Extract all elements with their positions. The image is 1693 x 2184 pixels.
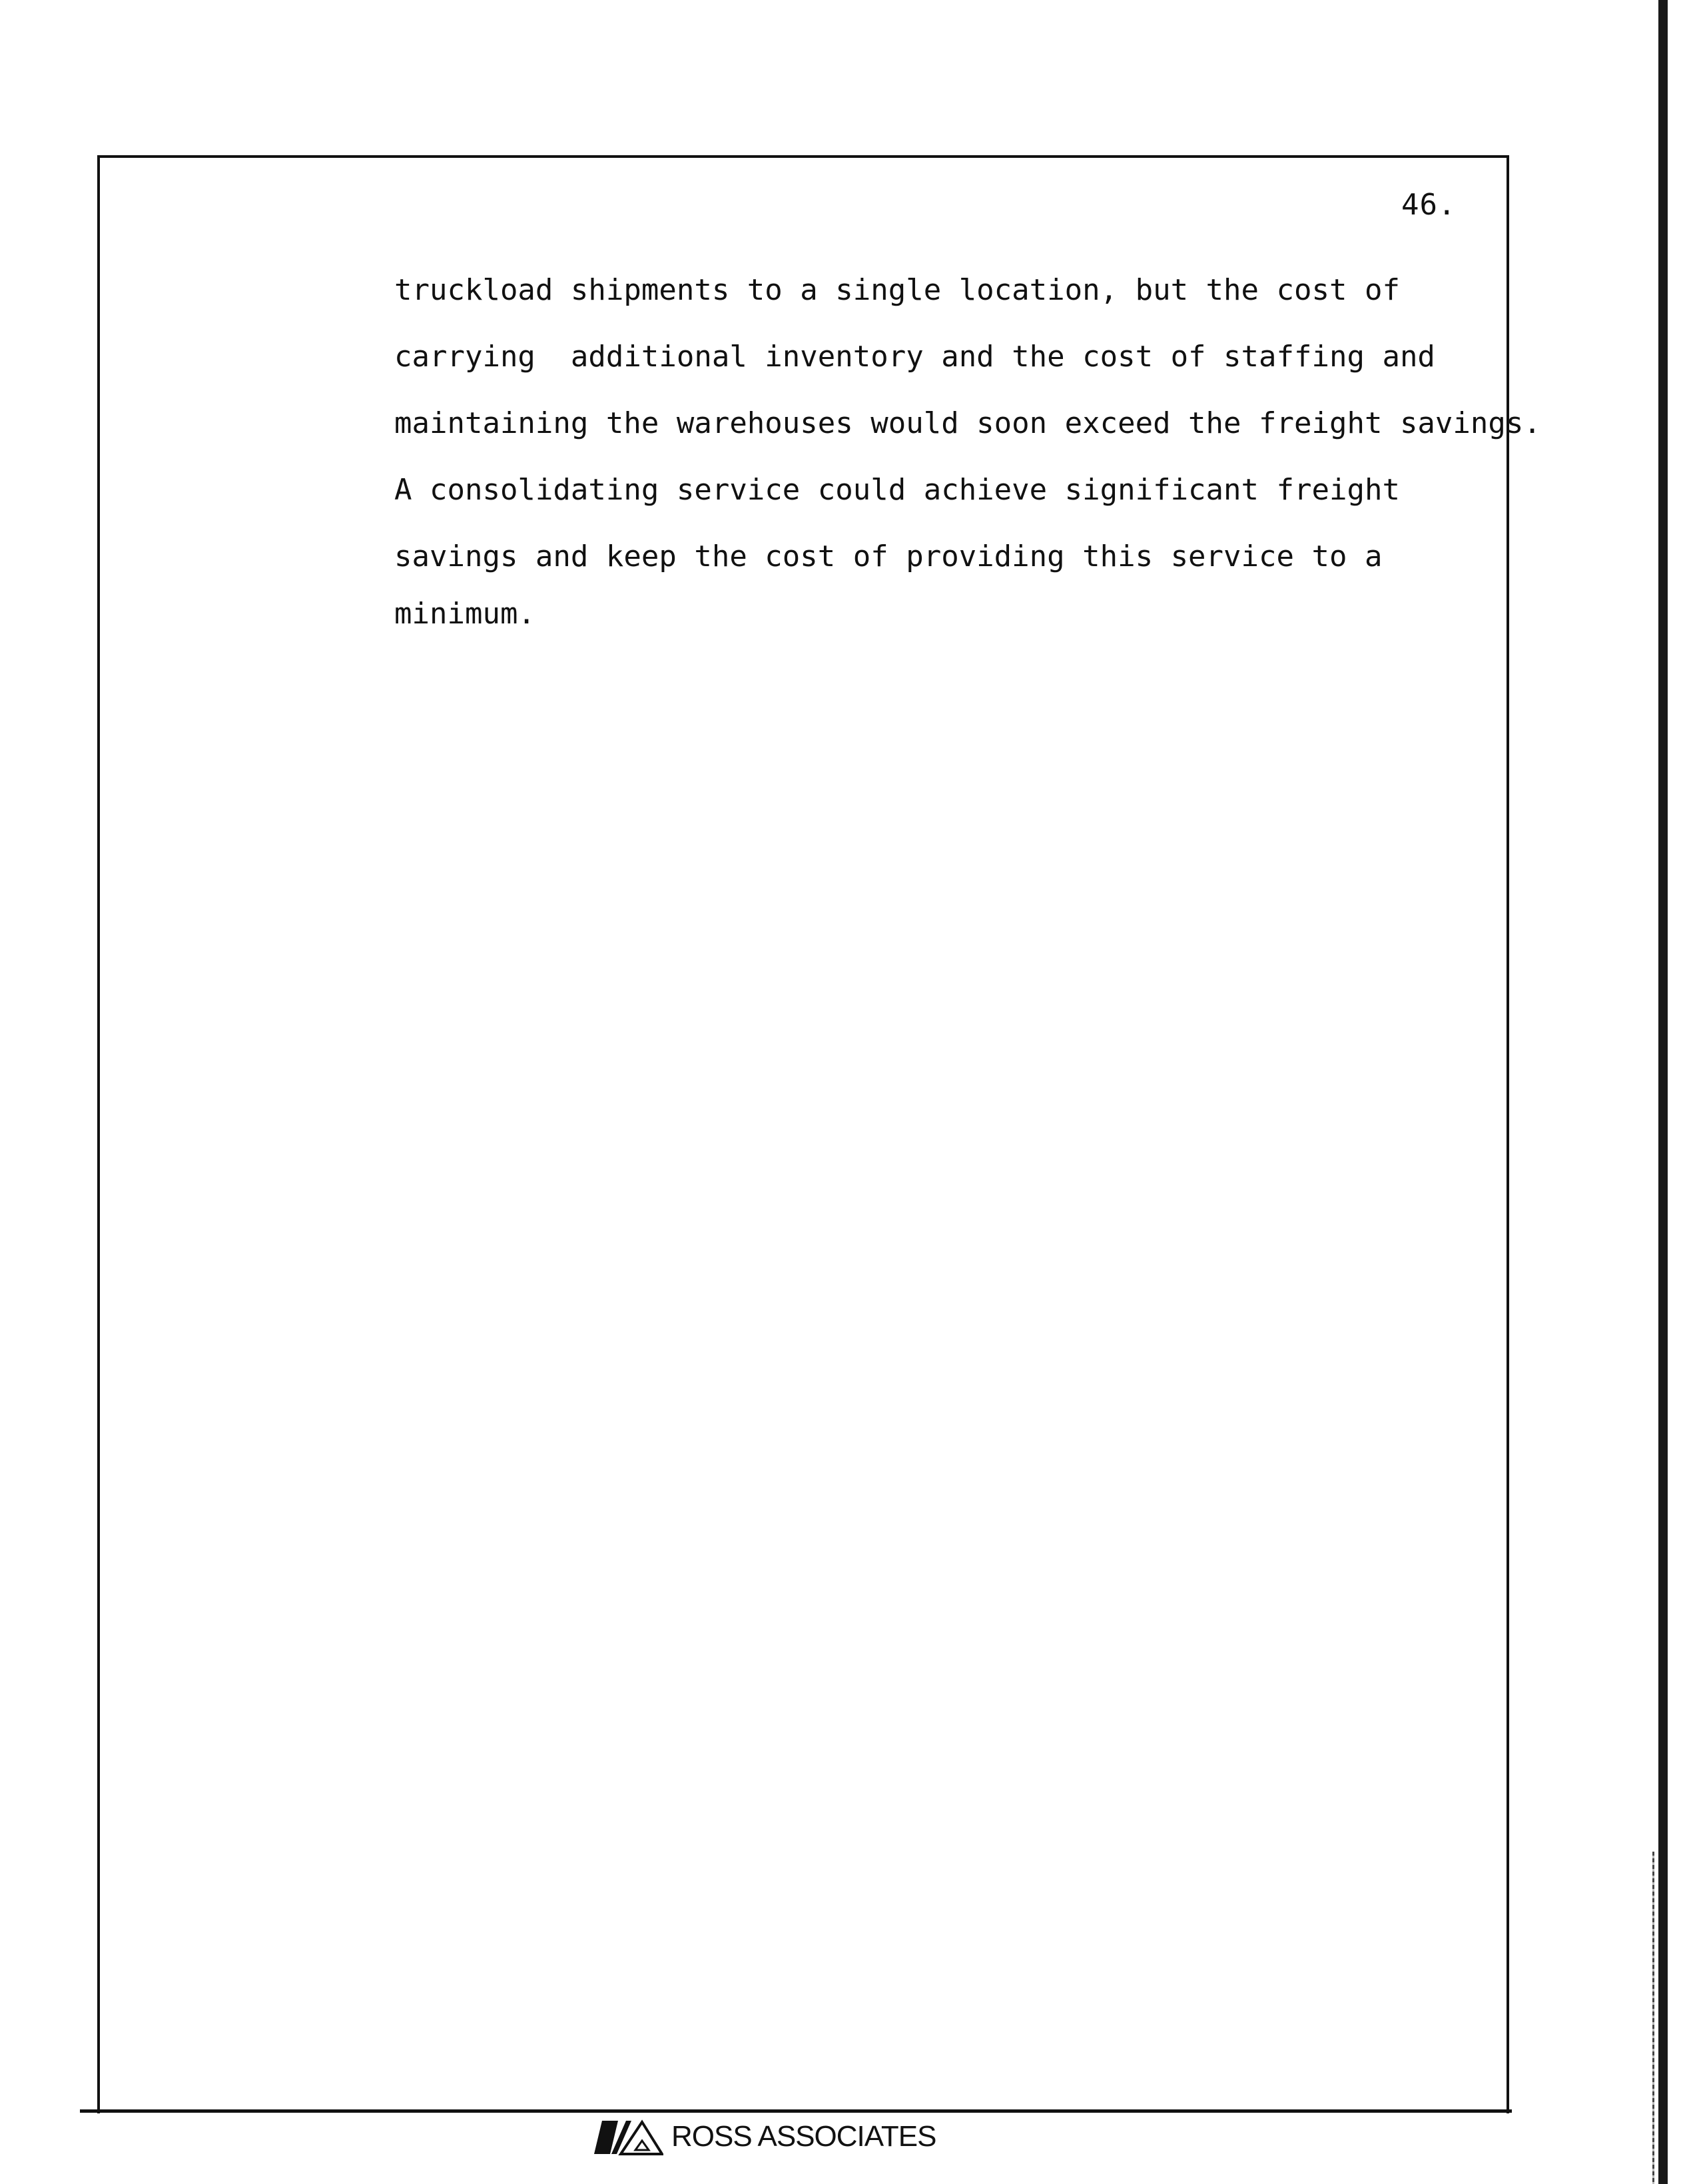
footer bbox=[591, 2118, 936, 2155]
body-line: savings and keep the cost of providing this service to a bbox=[394, 540, 1383, 573]
body-line: carrying additional inventory and the cost of staffing and bbox=[394, 340, 1435, 374]
firm-name: ROSS ASSOCIATES bbox=[671, 2120, 936, 2153]
bottom-rule bbox=[80, 2109, 1512, 2113]
body-line: maintaining the warehouses would soon exceed the freight savings. bbox=[394, 406, 1541, 440]
binding-edge bbox=[1658, 0, 1668, 2184]
body-line: truckload shipments to a single location, but the cost of bbox=[394, 273, 1400, 307]
body-line: A consolidating service could achieve significant freight bbox=[394, 473, 1400, 507]
page-number: 46. bbox=[1401, 188, 1457, 222]
body-paragraph bbox=[394, 273, 1541, 631]
ross-associates-logo-icon bbox=[591, 2118, 663, 2155]
binding-edge-stitching bbox=[1652, 1852, 1654, 2184]
body-line: minimum. bbox=[394, 597, 535, 631]
